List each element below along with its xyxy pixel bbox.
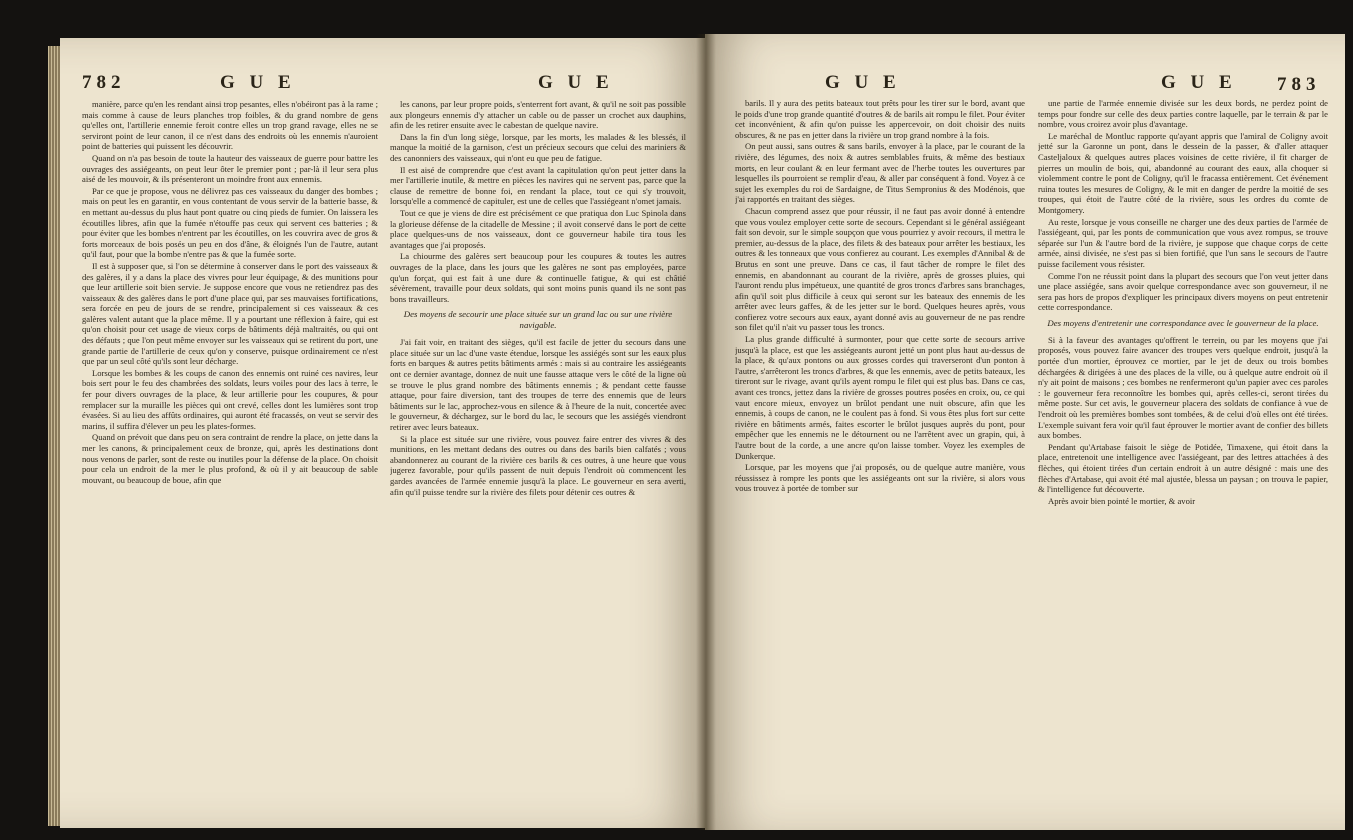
left-col2b-paragraph: Si la place est située sur une rivière, vous pouvez faire entrer des vivres & des munitions, en les mettant dedans des outres ou dans des barils bien calfatés ; vous abandonnerez au courant de la rivière ces barils & ces outres, à une heure que vous jugerez favorable, pour qu'ils passent de nuit depuis l'endroit où commencent les gardes avancées de l'armée ennemie jusqu'à la place. Le gouverneur en sera averti, afin qu'il puisse tendre sur la rivière des filets pour détenir ces outres & [390, 433, 686, 497]
left-col1-paragraph: Quand on n'a pas besoin de toute la hauteur des vaisseaux de guerre pour battre les ouvrages des assiégeants, on peut leur ôter le premier pont ; par-là il leur sera plus aisé de les mouvoir, & ils présenteront un moindre front aux ennemis. [82, 152, 378, 185]
left-col2-paragraph: Il est aisé de comprendre que c'est avant la capitulation qu'on peut jetter dans la mer l'artillerie inutile, & mettre en pièces les navires qui ne servent pas, parce que la clause de remettre de bonne foi, en rendant la place, tout ce qui s'y trouvoit, lorsqu'elle a commencé de capituler, est une de celles que l'assiégeant n'omet jamais. [390, 164, 686, 207]
left-column-2-paragraphs [390, 99, 686, 304]
left-column-1 [82, 99, 378, 809]
right-section-heading: Des moyens d'entretenir une correspondance avec le gouverneur de la place. [1047, 317, 1319, 328]
left-running-head-2: G U E [538, 72, 614, 93]
left-column-2 [390, 99, 686, 809]
right-column-2-paragraphs [1038, 98, 1328, 313]
left-col1-paragraph: Par ce que je propose, vous ne délivrez pas ces vaisseaux du danger des bombes ; mais on peut les en garantir, en vous contentant de vous servir de la batterie basse, & en mettant au-dessus du plus haut pont quatre ou cinq pieds de fumier. On laissera les écoutilles libres, afin que la fumée n'étouffe pas ceux qui servent ces batteries ; & pour éviter que les bombes n'entrent par les écoutilles, on les couvrira avec de gros & forts morceaux de bois posés un peu en dos d'âne, & éloignés l'un de l'autre, autant qu'il faut, pour que la bombe n'entre pas & que la fumée sorte. [82, 185, 378, 260]
right-col1-paragraph: Lorsque, par les moyens que j'ai proposés, ou de quelque autre manière, vous réussissez à rompre les ponts que les assiégeants ont sur la rivière, si alors vous vous trouvez à portée de tomber sur [735, 462, 1025, 494]
right-col2b-paragraph: Si à la faveur des avantages qu'offrent le terrein, ou par les moyens que j'ai proposés, vous pouvez faire avancer des troupes vers quelque endroit, jusqu'à la portée d'un mortier, éprouvez ce mortier, par le jet de deux ou trois bombes déchargées & dirigées à une des places de la ville, ou à quelque autre endroit où il n'y ait point de maisons ; ces bombes ne renfermeront qu'un papier avec ces paroles : le gouverneur fera reconnoître les bombes qui, après celles-ci, seront tirées du même poste. Sur cet avis, le gouverneur placera des soldats de confiance à vue de l'endroit où les premières bombes sont tombées, & de celui d'où elles ont été tirées. L'exemple suivant fera voir qu'il faut éprouver le mortier avant de confier des billets aux bombes. [1038, 334, 1328, 441]
left-col2-paragraph: les canons, par leur propre poids, s'enterrent fort avant, & qu'il ne soit pas possible aux plongeurs ennemis d'y attacher un cable ou de passer un crochet aux dauphins, afin de les retirer ensuite avec le cabestan de quelque navire. [390, 99, 686, 131]
right-col1-paragraph: barils. Il y aura des petits bateaux tout prêts pour les tirer sur le bord, avant que le poids d'une trop grande quantité d'outres & de barils ait rompu le filet. Pour éviter cet inconvénient, & afin qu'on puisse les appercevoir, on doit choisir des nuits obscures, & ne pas en jetter dans la rivière un trop grand nombre à la fois. [735, 98, 1025, 140]
left-section-heading: Des moyens de secourir une place située sur un grand lac ou sur une rivière navigable. [403, 309, 673, 331]
right-col1-paragraph: On peut aussi, sans outres & sans barils, envoyer à la place, par le courant de la rivière, des légumes, des noix & autres semblables fruits, & même des bestiaux morts, en leur coulant & en leur fermant avec de l'herbe toutes les ouvertures par lesquelles ils pourroient se remplir d'eau, & aller par conséquent à fond. Voyez à ce sujet les exemples du roi de Sardaigne, de Titus Sempronius & des Modénois, que j'ai rapportés en traitant des sièges. [735, 141, 1025, 205]
left-col2-paragraph: La chiourme des galères sert beaucoup pour les coupures & toutes les autres ouvrages de la place, dans les jours que les galères ne sont pas employées, parce qu'un forçat, qui est fait à une dure & continuelle fatigue, & qui est châtié sévèrement, travaille pour deux soldats, qui sont moins punis quand ils ne sont pas bons travailleurs. [390, 251, 686, 304]
right-col2b-paragraph: Pendant qu'Artabase faisoit le siège de Potidée, Timaxene, qui étoit dans la place, entretenoit une intelligence avec l'assiégeant, par des lettres attachées à des flèches, qui étoient tirées d'un certain endroit à un autre désigné : mais une des flèches d'Artabase, qui avoit été mal ajustée, blessa un paysan ; on trouva le papier, & l'intelligence fut découverte. [1038, 441, 1328, 495]
right-col1-paragraph: La plus grande difficulté à surmonter, pour que cette sorte de secours arrive jusqu'à la place, est que les assiégeants auront jetté un pont plus haut au-dessus de la place, & qu'aux pontons ou aux grosses cordes qui traverseront d'un ponton à l'autre, s'arrêteront les troncs d'arbres, & que les ennemis, avec de petits bateaux, les tireront sur le rivage, avant qu'ils ayent rompu le filet qui est plus bas. Dans ce cas, avant ces troncs, jettez dans la rivière de grosses poutres posées en croix, ou, ce qui vaut encore mieux, envoyez un brûlot pendant une nuit obscure, afin que les ennemis, à coups de canon, ne le coulent pas à fond. Si vous êtes plus fort sur cette rivière en bâtiments armés, faites escorter le brûlot jusques auprès du pont, pour empêcher que les ennemis ne le détournent ou ne l'arrêtent avec un grapin, qui, à l'autre bout de la corde, a une ancre qu'on laisse tomber. Voyez les exemples de Dunkerque. [735, 334, 1025, 461]
left-col2b-paragraph: J'ai fait voir, en traitant des sièges, qu'il est facile de jetter du secours dans une place située sur un lac d'une vaste étendue, lorsque les assiégés sont sur les eaux plus forts en barques & autres petits bâtiments armés : mais si au contraire les assiégeants ont ce dernier avantage, donnez de nuit une fausse attaque vers le côté de la ligne où se trouve le plus grand nombre des bâtiments ennemis ; & pendant cette fausse attaque, pour faire diversion, tant des troupes de terre des ennemis que de leurs bâtiments sur le lac, approchez-vous en silence & à l'heure de la nuit, concertée avec le gouverneur, & déchargez, sur le bord du lac, le secours que les assiégés viendront retirer avec leurs bateaux. [390, 337, 686, 433]
right-page-number: 783 [1277, 74, 1321, 95]
right-col2-paragraph: une partie de l'armée ennemie divisée sur les deux bords, ne perdez point de temps pour fondre sur celle des deux parties contre laquelle, par le terrain & par le nombre, vous croirez avoir plus d'avantage. [1038, 98, 1328, 130]
right-column-2-after-heading [1038, 335, 1328, 507]
left-col1-paragraph: Lorsque les bombes & les coups de canon des ennemis ont ruiné ces navires, leur bois sert pour le feu des chambrées des soldats, leurs voiles pour des lacs à terre, le fer pour divers ouvrages de la place, & leur artillerie pour les coupures, & pour remplacer sur la muraille les pièces qui ont crevé, celles dont les lumières sont trop évasées. Si au lieu des affûts ordinaires, qui auront été fracassés, on veut se servir des marins, il suffira d'élever un peu les plates-formes. [82, 367, 378, 431]
right-col2-paragraph: Comme l'on ne réussit point dans la plupart des secours que l'on veut jetter dans une place assiégée, sans avoir quelque correspondance avec son gouverneur, il ne sera pas hors de propos d'expliquer les principaux divers moyens on peut entretenir cette correspondance. [1038, 270, 1328, 313]
right-running-head-1: G U E [825, 72, 901, 93]
right-column-2 [1038, 98, 1328, 812]
left-col1-paragraph: Il est à supposer que, si l'on se détermine à conserver dans le port des vaisseaux & des galères, il y a dans la place des vivres pour leur équipage, & des munitions pour que leur artillerie soit bien servie. Je suppose encore que vous ne retiendrez pas des vaisseaux & des galères dans le port d'une place qui, par ses mauvaises fortifications, sera forcée en peu de jours de se rendre, principalement si ces vaisseaux & ces galères valent autant que la place même. Il y a pourtant une réflexion à faire, qui est qu'on choisit pour cet usage de vieux corps de bâtiments déjà maltraités, ou qui ont des défauts ; que l'on peut même envoyer sur les vaisseaux qui se retirent du port, une grande partie de l'artillerie de ceux qu'on y conserve, puisque ordinairement ce n'est que par un seul côté qu'ils sont leur décharge. [82, 260, 378, 367]
left-col1-paragraph: manière, parce qu'en les rendant ainsi trop pesantes, elles n'obéiront pas à la rame ; mais comme à cause de leurs planches trop foibles, & du grand nombre de gens qu'elles ont, l'artillerie ennemie feroit contre elles un trop grand ravage, elles ne se serviront point de leur canon, il ce n'est dans des endroits où les ennemis n'auroient point de batteries qui puissent les découvrir. [82, 99, 378, 152]
right-col2b-paragraph: Après avoir bien pointé le mortier, & avoir [1048, 495, 1196, 506]
right-column-1-paragraphs [735, 98, 1025, 494]
right-running-head-2: G U E [1161, 72, 1237, 93]
right-page [705, 34, 1345, 830]
right-col2-paragraph: Le maréchal de Montluc rapporte qu'ayant appris que l'amiral de Coligny avoit jetté sur la Garonne un pont, dans le dessein de la passer, & d'aller attaquer Casteljaloux & quelques autres places voisines de cette rivière, il fit charger de pierres un moulin de bois, qui, abandonné au courant des eaux, alla choquer si violemment contre le pont de Coligny, qu'il le fracassa entièrement. Cet événement ruina toutes les mesures de Coligny, & le mit en danger de perdre la moitié de ses troupes, qui étoit de l'autre côté de la rivière, sous les ordres du comte de Montgomery. [1038, 130, 1328, 215]
right-col1-paragraph: Chacun comprend assez que pour réussir, il ne faut pas avoir donné à entendre que vous voulez employer cette sorte de secours. Cependant si le général assiégeant fait son devoir, sur le simple soupçon que vous pourriez y avoir recours, il mettra le premier, au-dessus de la place, des filets & des bateaux pour arrêter les bestiaux, les outres & les tonneaux que vous confierez au courant. Les exemples d'Annibal & de Brutus en sont une preuve. Dans ce cas, il faut tâcher de rompre le filet des ennemis, en abandonnant au courant de la rivière, après de grosses pluies, qui l'auront rendu plus impétueux, une quantité de gros troncs d'arbres sans branchages, afin qu'il soit plus difficile à ceux qui seront sur les bateaux des ennemis de les arrêter avec leurs gaffes, & de les jetter sur le bord. Quelques heures après, vous confierez votre secours aux eaux, ayant donné avis au gouverneur de ne pas rendre son filet qu'il n'ait vu passer tous les troncs. [735, 205, 1025, 333]
right-col2-paragraph: Au reste, lorsque je vous conseille ne charger une des deux parties de l'armée de l'assiégeant, qui, par les ponts de communication que vous avez rompus, se trouve séparée sur l'un & l'autre bord de la rivière, je suppose que chaque corps de cette armée, ainsi divisée, ne s'est pas si bien fortifié, que l'un sans le secours de l'autre puisse facilement vous résister. [1038, 216, 1328, 269]
left-page-number: 782 [82, 72, 126, 93]
left-running-head-1: G U E [220, 72, 296, 93]
left-page [60, 38, 705, 828]
left-col2-paragraph: Dans la fin d'un long siège, lorsque, par les morts, les malades & les blessés, il manque la moitié de la garnison, c'est un précieux secours que celui des mariniers & des canonniers des vaisseaux, qui n'ont eu que peu de fatigue. [390, 131, 686, 163]
right-column-1 [735, 98, 1025, 812]
book-gutter [696, 34, 716, 830]
left-col2-paragraph: Tout ce que je viens de dire est précisément ce que pratiqua don Luc Spinola dans la glorieuse défense de la citadelle de Messine ; il avoit conservé dans le port de cette place quelques-uns de nos vaisseaux, dont ce gouverneur habile tira tous les avantages que j'ai proposés. [390, 207, 686, 250]
left-column-1-paragraphs [82, 99, 378, 485]
left-column-2-after-heading [390, 337, 686, 497]
left-col1-paragraph: Quand on prévoit que dans peu on sera contraint de rendre la place, on jette dans la mer les canons, & principalement ceux de bronze, qui, après les destinations dont nous venons de parler, sont de reste ou inutiles pour la défense de la place. On choisit pour cela un endroit de la mer le plus profond, & où il y ait beaucoup de sable mouvant, ou beaucoup de boue, afin que [82, 432, 378, 485]
